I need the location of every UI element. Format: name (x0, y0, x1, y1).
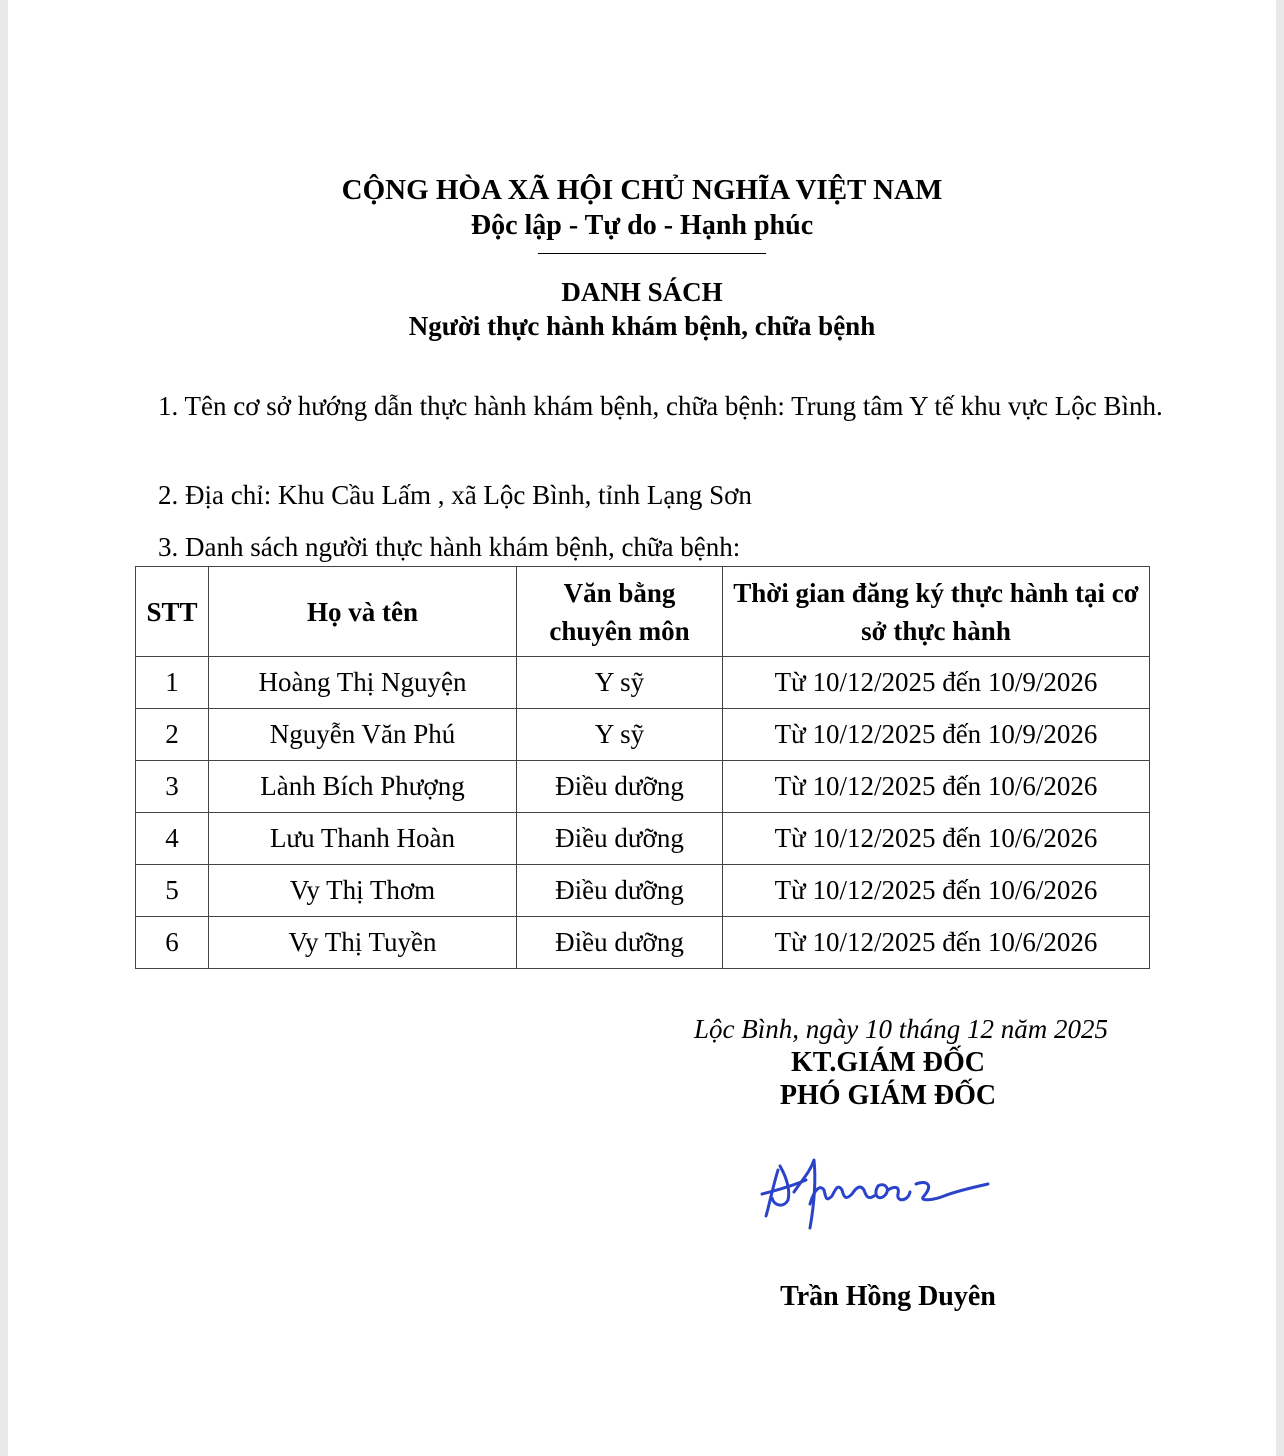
header-period-text: Thời gian đăng ký thực hành tại cơ sở thực hành (733, 577, 1139, 646)
handwritten-signature (748, 1150, 998, 1240)
cell-name: Lành Bích Phượng (209, 761, 517, 813)
cell-period: Từ 10/12/2025 đến 10/6/2026 (723, 865, 1150, 917)
list-intro-paragraph: 3. Danh sách người thực hành khám bệnh, chữa bệnh: (158, 532, 741, 562)
table-row (136, 657, 1150, 709)
cell-stt: 6 (136, 917, 209, 969)
document-type: DANH SÁCH (561, 277, 723, 307)
table-row (136, 761, 1150, 813)
table-row (136, 917, 1150, 969)
header-name: Họ và tên (209, 567, 517, 657)
table-row (136, 865, 1150, 917)
cell-period: Từ 10/12/2025 đến 10/9/2026 (723, 709, 1150, 761)
national-title: CỘNG HÒA XÃ HỘI CHỦ NGHĨA VIỆT NAM (341, 174, 943, 206)
cell-name: Hoàng Thị Nguyện (209, 657, 517, 709)
document-page (8, 0, 1276, 1456)
cell-degree: Điều dưỡng (517, 813, 723, 865)
signer-position-line1: KT.GIÁM ĐỐC (791, 1047, 985, 1078)
facility-name-paragraph: 1. Tên cơ sở hướng dẫn thực hành khám bệnh, chữa bệnh: Trung tâm Y tế khu vực Lộc Bình. (158, 391, 1163, 421)
table-header-row (136, 567, 1150, 657)
cell-name: Nguyễn Văn Phú (209, 709, 517, 761)
table-row (136, 813, 1150, 865)
cell-period: Từ 10/12/2025 đến 10/6/2026 (723, 761, 1150, 813)
signer-position-line2: PHÓ GIÁM ĐỐC (779, 1080, 997, 1111)
header-stt: STT (136, 567, 209, 657)
cell-name: Lưu Thanh Hoàn (209, 813, 517, 865)
cell-degree: Y sỹ (517, 709, 723, 761)
cell-period: Từ 10/12/2025 đến 10/6/2026 (723, 813, 1150, 865)
address-paragraph: 2. Địa chỉ: Khu Cầu Lấm , xã Lộc Bình, tỉnh Lạng Sơn (158, 480, 752, 510)
place-and-date: Lộc Bình, ngày 10 tháng 12 năm 2025 (694, 1014, 1108, 1044)
cell-stt: 5 (136, 865, 209, 917)
cell-period: Từ 10/12/2025 đến 10/6/2026 (723, 917, 1150, 969)
cell-degree: Điều dưỡng (517, 917, 723, 969)
cell-stt: 2 (136, 709, 209, 761)
practitioner-table (135, 566, 1150, 969)
national-motto: Độc lập - Tự do - Hạnh phúc (470, 210, 814, 241)
signer-name: Trần Hồng Duyên (780, 1281, 996, 1312)
header-degree-text: Văn bằng chuyên môn (549, 577, 690, 646)
cell-name: Vy Thị Tuyền (209, 917, 517, 969)
cell-stt: 3 (136, 761, 209, 813)
table-row (136, 709, 1150, 761)
document-subject: Người thực hành khám bệnh, chữa bệnh (408, 311, 876, 341)
motto-underline (538, 253, 766, 254)
header-period (723, 567, 1150, 657)
cell-name: Vy Thị Thơm (209, 865, 517, 917)
cell-period: Từ 10/12/2025 đến 10/9/2026 (723, 657, 1150, 709)
cell-degree: Điều dưỡng (517, 761, 723, 813)
cell-stt: 1 (136, 657, 209, 709)
cell-degree: Điều dưỡng (517, 865, 723, 917)
cell-degree: Y sỹ (517, 657, 723, 709)
header-degree (517, 567, 723, 657)
cell-stt: 4 (136, 813, 209, 865)
